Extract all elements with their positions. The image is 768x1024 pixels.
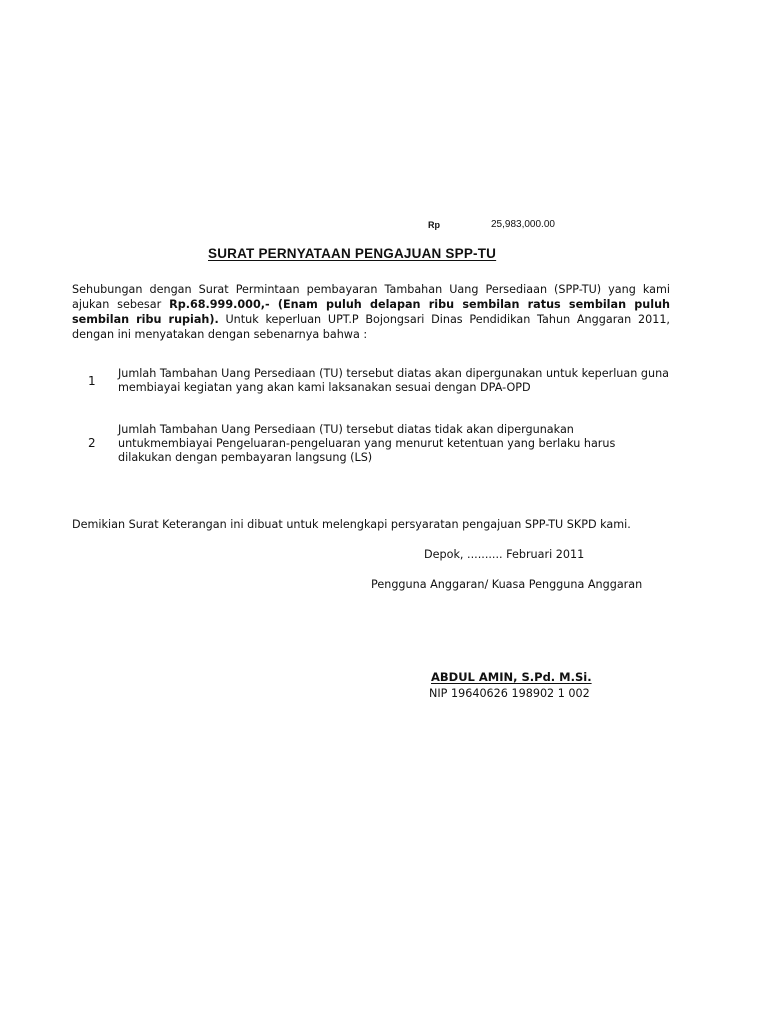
signatory-nip: NIP 19640626 198902 1 002 xyxy=(429,687,590,700)
intro-amount: Rp.68.999.000,- (Enam puluh delapan ribu sembilan ratus sembilan puluh sembilan ribu rupiah). xyxy=(72,298,671,326)
item-number-1: 1 xyxy=(88,374,96,388)
intro-paragraph xyxy=(72,282,670,342)
item-text-1: Jumlah Tambahan Uang Persediaan (TU) tersebut diatas akan dipergunakan untuk keperluan guna membiayai kegiatan yang akan kami laksanakan sesuai dengan DPA-OPD xyxy=(118,367,670,394)
place-date: Depok, .......... Februari 2011 xyxy=(424,548,585,561)
intro-text-part1: Sehubungan dengan Surat Permintaan pembayaran Tambahan Uang Persediaan (SPP-TU) yang kami ajukan sebesar xyxy=(72,283,670,311)
rp-amount: 25,983,000.00 xyxy=(491,219,555,230)
intro-text-part2: Untuk keperluan UPT.P Bojongsari Dinas Pendidikan Tahun Anggaran 2011, dengan ini menyatakan dengan sebenarnya bahwa : xyxy=(72,313,670,341)
item-text-2: Jumlah Tambahan Uang Persediaan (TU) tersebut diatas tidak akan dipergunakan untukmembiayai Pengeluaran-pengeluaran yang menurut ketentuan yang berlaku harus dilakukan dengan pembayaran langsung (LS) xyxy=(118,423,616,464)
document-title: SURAT PERNYATAAN PENGAJUAN SPP-TU xyxy=(208,246,497,261)
rp-label: Rp xyxy=(428,220,440,230)
closing-statement: Demikian Surat Keterangan ini dibuat untuk melengkapi persyaratan pengajuan SPP-TU SKPD kami. xyxy=(72,518,631,531)
signatory-position: Pengguna Anggaran/ Kuasa Pengguna Anggaran xyxy=(371,578,643,591)
item-number-2: 2 xyxy=(88,436,96,450)
signatory-name: ABDUL AMIN, S.Pd. M.Si. xyxy=(431,670,592,684)
